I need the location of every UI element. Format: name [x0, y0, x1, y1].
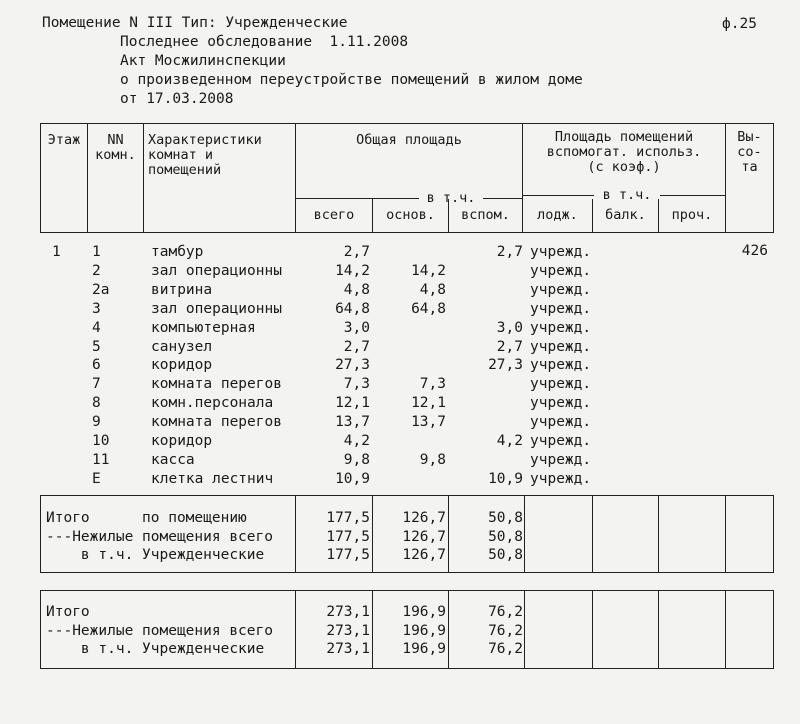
room-total-area: 13,7: [335, 414, 370, 431]
summary-main: 126,7: [402, 528, 446, 545]
room-type: учрежд.: [530, 281, 592, 298]
room-name: касса: [151, 451, 195, 468]
act-subject: о произведенном переустройстве помещений в жилом доме: [120, 72, 583, 88]
summary-total: 177,5: [326, 547, 370, 563]
col-room-no: NN комн.: [95, 132, 136, 163]
room-total-area: 10,9: [335, 470, 370, 487]
summary-total: 273,1: [326, 641, 370, 657]
room-type: учрежд.: [530, 395, 592, 412]
room-name: клетка лестнич: [151, 470, 274, 487]
room-number: 3: [92, 300, 101, 317]
room-number: 2а: [92, 281, 110, 298]
room-aux-area: 2,7: [496, 244, 523, 260]
summary-total: 273,1: [326, 622, 370, 639]
summary-aux: 76,2: [488, 641, 523, 657]
room-number: 9: [92, 414, 101, 431]
col-total: всего: [313, 207, 355, 223]
col-aux: вспом.: [461, 207, 510, 223]
summary-label: в т.ч. Учрежденческие: [46, 547, 265, 563]
room-type: учрежд.: [530, 470, 592, 487]
room-number: 11: [92, 451, 110, 468]
col-incl: в т.ч.: [426, 190, 476, 206]
inspection-act: Акт Мосжилинспекции: [120, 53, 286, 69]
room-total-area: 27,3: [335, 357, 370, 374]
room-main-area: 13,7: [411, 414, 446, 431]
room-name: коридор: [151, 357, 213, 374]
col-total-area: Общая площадь: [356, 132, 462, 148]
room-name: зал операционны: [151, 300, 282, 317]
col-aux-area: Площадь помещений вспомогат. использ. (с коэф.): [546, 129, 702, 175]
form-code: ф.25: [722, 16, 757, 32]
summary-aux: 76,2: [488, 604, 523, 620]
room-number: 6: [92, 357, 101, 374]
room-aux-area: 27,3: [488, 357, 523, 374]
room-total-area: 64,8: [335, 300, 370, 317]
summary-total: 177,5: [326, 510, 370, 526]
room-main-area: 9,8: [419, 451, 446, 468]
col-balcony: балк.: [605, 207, 646, 223]
height-value: 426: [741, 243, 768, 259]
floor-value: 1: [52, 244, 61, 260]
summary-main: 196,9: [402, 622, 446, 639]
room-number: 4: [92, 319, 101, 336]
room-number: 1: [92, 244, 101, 260]
room-total-area: 2,7: [343, 338, 370, 355]
room-total-area: 7,3: [343, 376, 370, 393]
summary-label: ---Нежилые помещения всего: [46, 622, 273, 639]
summary-total: 273,1: [326, 604, 370, 620]
room-type: учрежд.: [530, 319, 592, 336]
summary-aux: 50,8: [488, 528, 523, 545]
room-name: санузел: [151, 338, 213, 355]
room-type: учрежд.: [530, 451, 592, 468]
room-name: комн.персонала: [151, 395, 274, 412]
room-aux-area: 3,0: [496, 319, 523, 336]
col-incl2: в т.ч.: [602, 187, 652, 203]
last-inspection: Последнее обследование 1.11.2008: [120, 34, 409, 50]
col-other: проч.: [671, 207, 713, 223]
summary-main: 126,7: [402, 510, 446, 526]
room-type: учрежд.: [530, 376, 592, 393]
room-name: комната перегов: [151, 376, 282, 393]
room-main-area: 14,2: [411, 262, 446, 279]
room-number: 10: [92, 433, 110, 449]
summary-label: Итого по помещению: [46, 510, 247, 526]
summary-aux: 76,2: [488, 622, 523, 639]
summary-total: 177,5: [326, 528, 370, 545]
col-main: основ.: [386, 207, 435, 223]
room-type: учрежд.: [530, 244, 592, 260]
act-date: от 17.03.2008: [120, 91, 234, 107]
room-name: компьютерная: [151, 319, 256, 336]
summary-main: 196,9: [402, 604, 446, 620]
room-main-area: 12,1: [411, 395, 446, 412]
summary-aux: 50,8: [488, 547, 523, 563]
room-number: 8: [92, 395, 101, 412]
room-name: тамбур: [151, 244, 204, 260]
summary-main: 196,9: [402, 641, 446, 657]
room-total-area: 4,8: [343, 281, 370, 298]
room-total-area: 4,2: [343, 433, 370, 449]
col-floor: Этаж: [47, 132, 81, 148]
room-number: 2: [92, 262, 101, 279]
room-name: витрина: [151, 281, 213, 298]
col-height: Вы- со- та: [737, 129, 762, 175]
room-type: учрежд.: [530, 414, 592, 431]
room-total-area: 9,8: [343, 451, 370, 468]
col-description: Характеристики комнат и помещений: [148, 132, 262, 178]
room-number: 7: [92, 376, 101, 393]
premises-title: Помещение N III Тип: Учрежденческие: [42, 15, 348, 31]
room-name: зал операционны: [151, 262, 282, 279]
summary-label: Итого: [46, 604, 90, 620]
room-type: учрежд.: [530, 357, 592, 374]
room-number: 5: [92, 338, 101, 355]
room-type: учрежд.: [530, 338, 592, 355]
room-main-area: 64,8: [411, 300, 446, 317]
room-main-area: 4,8: [419, 281, 446, 298]
room-name: коридор: [151, 433, 213, 449]
room-aux-area: 10,9: [488, 470, 523, 487]
summary-label: в т.ч. Учрежденческие: [46, 641, 265, 657]
room-type: учрежд.: [530, 262, 592, 279]
room-type: учрежд.: [530, 433, 592, 449]
room-number: Е: [92, 470, 101, 487]
document-header: [42, 14, 583, 109]
room-type: учрежд.: [530, 300, 592, 317]
summary-label: ---Нежилые помещения всего: [46, 528, 273, 545]
room-aux-area: 4,2: [496, 433, 523, 449]
room-total-area: 3,0: [343, 319, 370, 336]
room-name: комната перегов: [151, 414, 282, 431]
room-aux-area: 2,7: [496, 338, 523, 355]
room-main-area: 7,3: [419, 376, 446, 393]
room-total-area: 2,7: [343, 244, 370, 260]
col-loggia: лодж.: [537, 207, 578, 223]
room-total-area: 14,2: [335, 262, 370, 279]
summary-main: 126,7: [402, 547, 446, 563]
room-total-area: 12,1: [335, 395, 370, 412]
summary-aux: 50,8: [488, 510, 523, 526]
